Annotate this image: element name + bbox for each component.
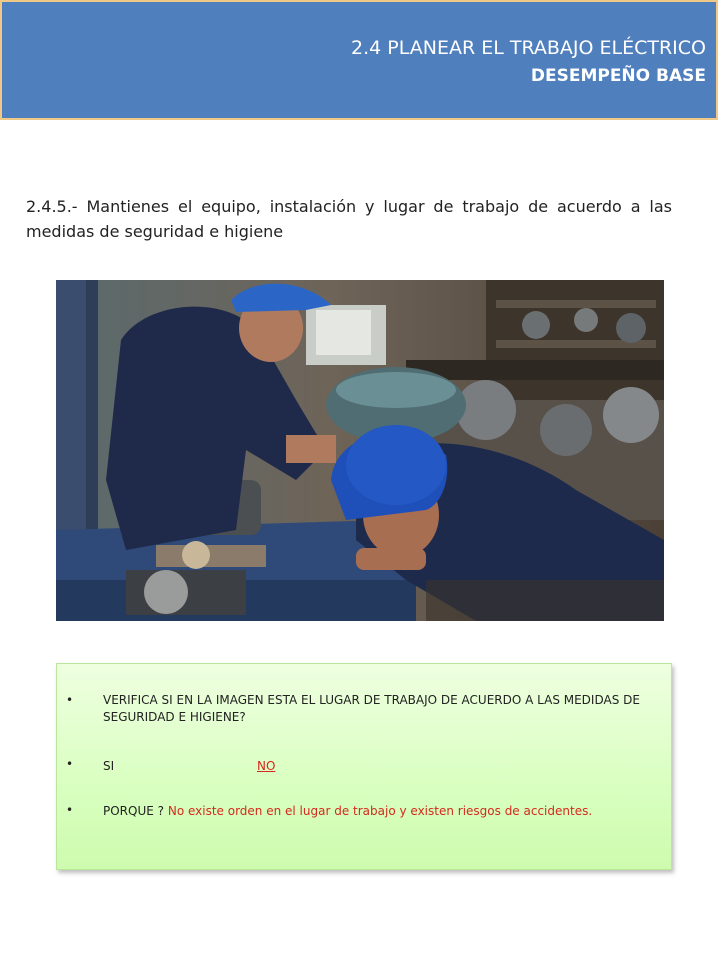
- bullet: •: [66, 803, 74, 817]
- porque-label: PORQUE ?: [103, 804, 165, 818]
- intro-text: 2.4.5.- Mantienes el equipo, instalación y lugar de trabajo de acuerdo a las medidas de seguridad e higiene: [26, 197, 672, 241]
- workshop-photo-illustration: [56, 280, 664, 621]
- bullet: •: [66, 693, 74, 707]
- answer-no: NO: [257, 759, 276, 773]
- bullet: •: [66, 757, 74, 771]
- question-text: VERIFICA SI EN LA IMAGEN ESTA EL LUGAR DE TRABAJO DE ACUERDO A LAS MEDIDAS DE SEGURIDAD E HIGIENE?: [103, 693, 640, 724]
- title-banner: [0, 0, 718, 120]
- question-box: [56, 663, 672, 870]
- workshop-photo: [56, 280, 664, 621]
- porque-answer: No existe orden en el lugar de trabajo y existen riesgos de accidentes.: [167, 804, 593, 818]
- banner-subtitle: DESEMPEÑO BASE: [530, 66, 706, 86]
- answer-si: SI: [103, 759, 115, 773]
- banner-title: 2.4 PLANEAR EL TRABAJO ELÉCTRICO: [351, 37, 706, 59]
- porque-line: [103, 803, 663, 820]
